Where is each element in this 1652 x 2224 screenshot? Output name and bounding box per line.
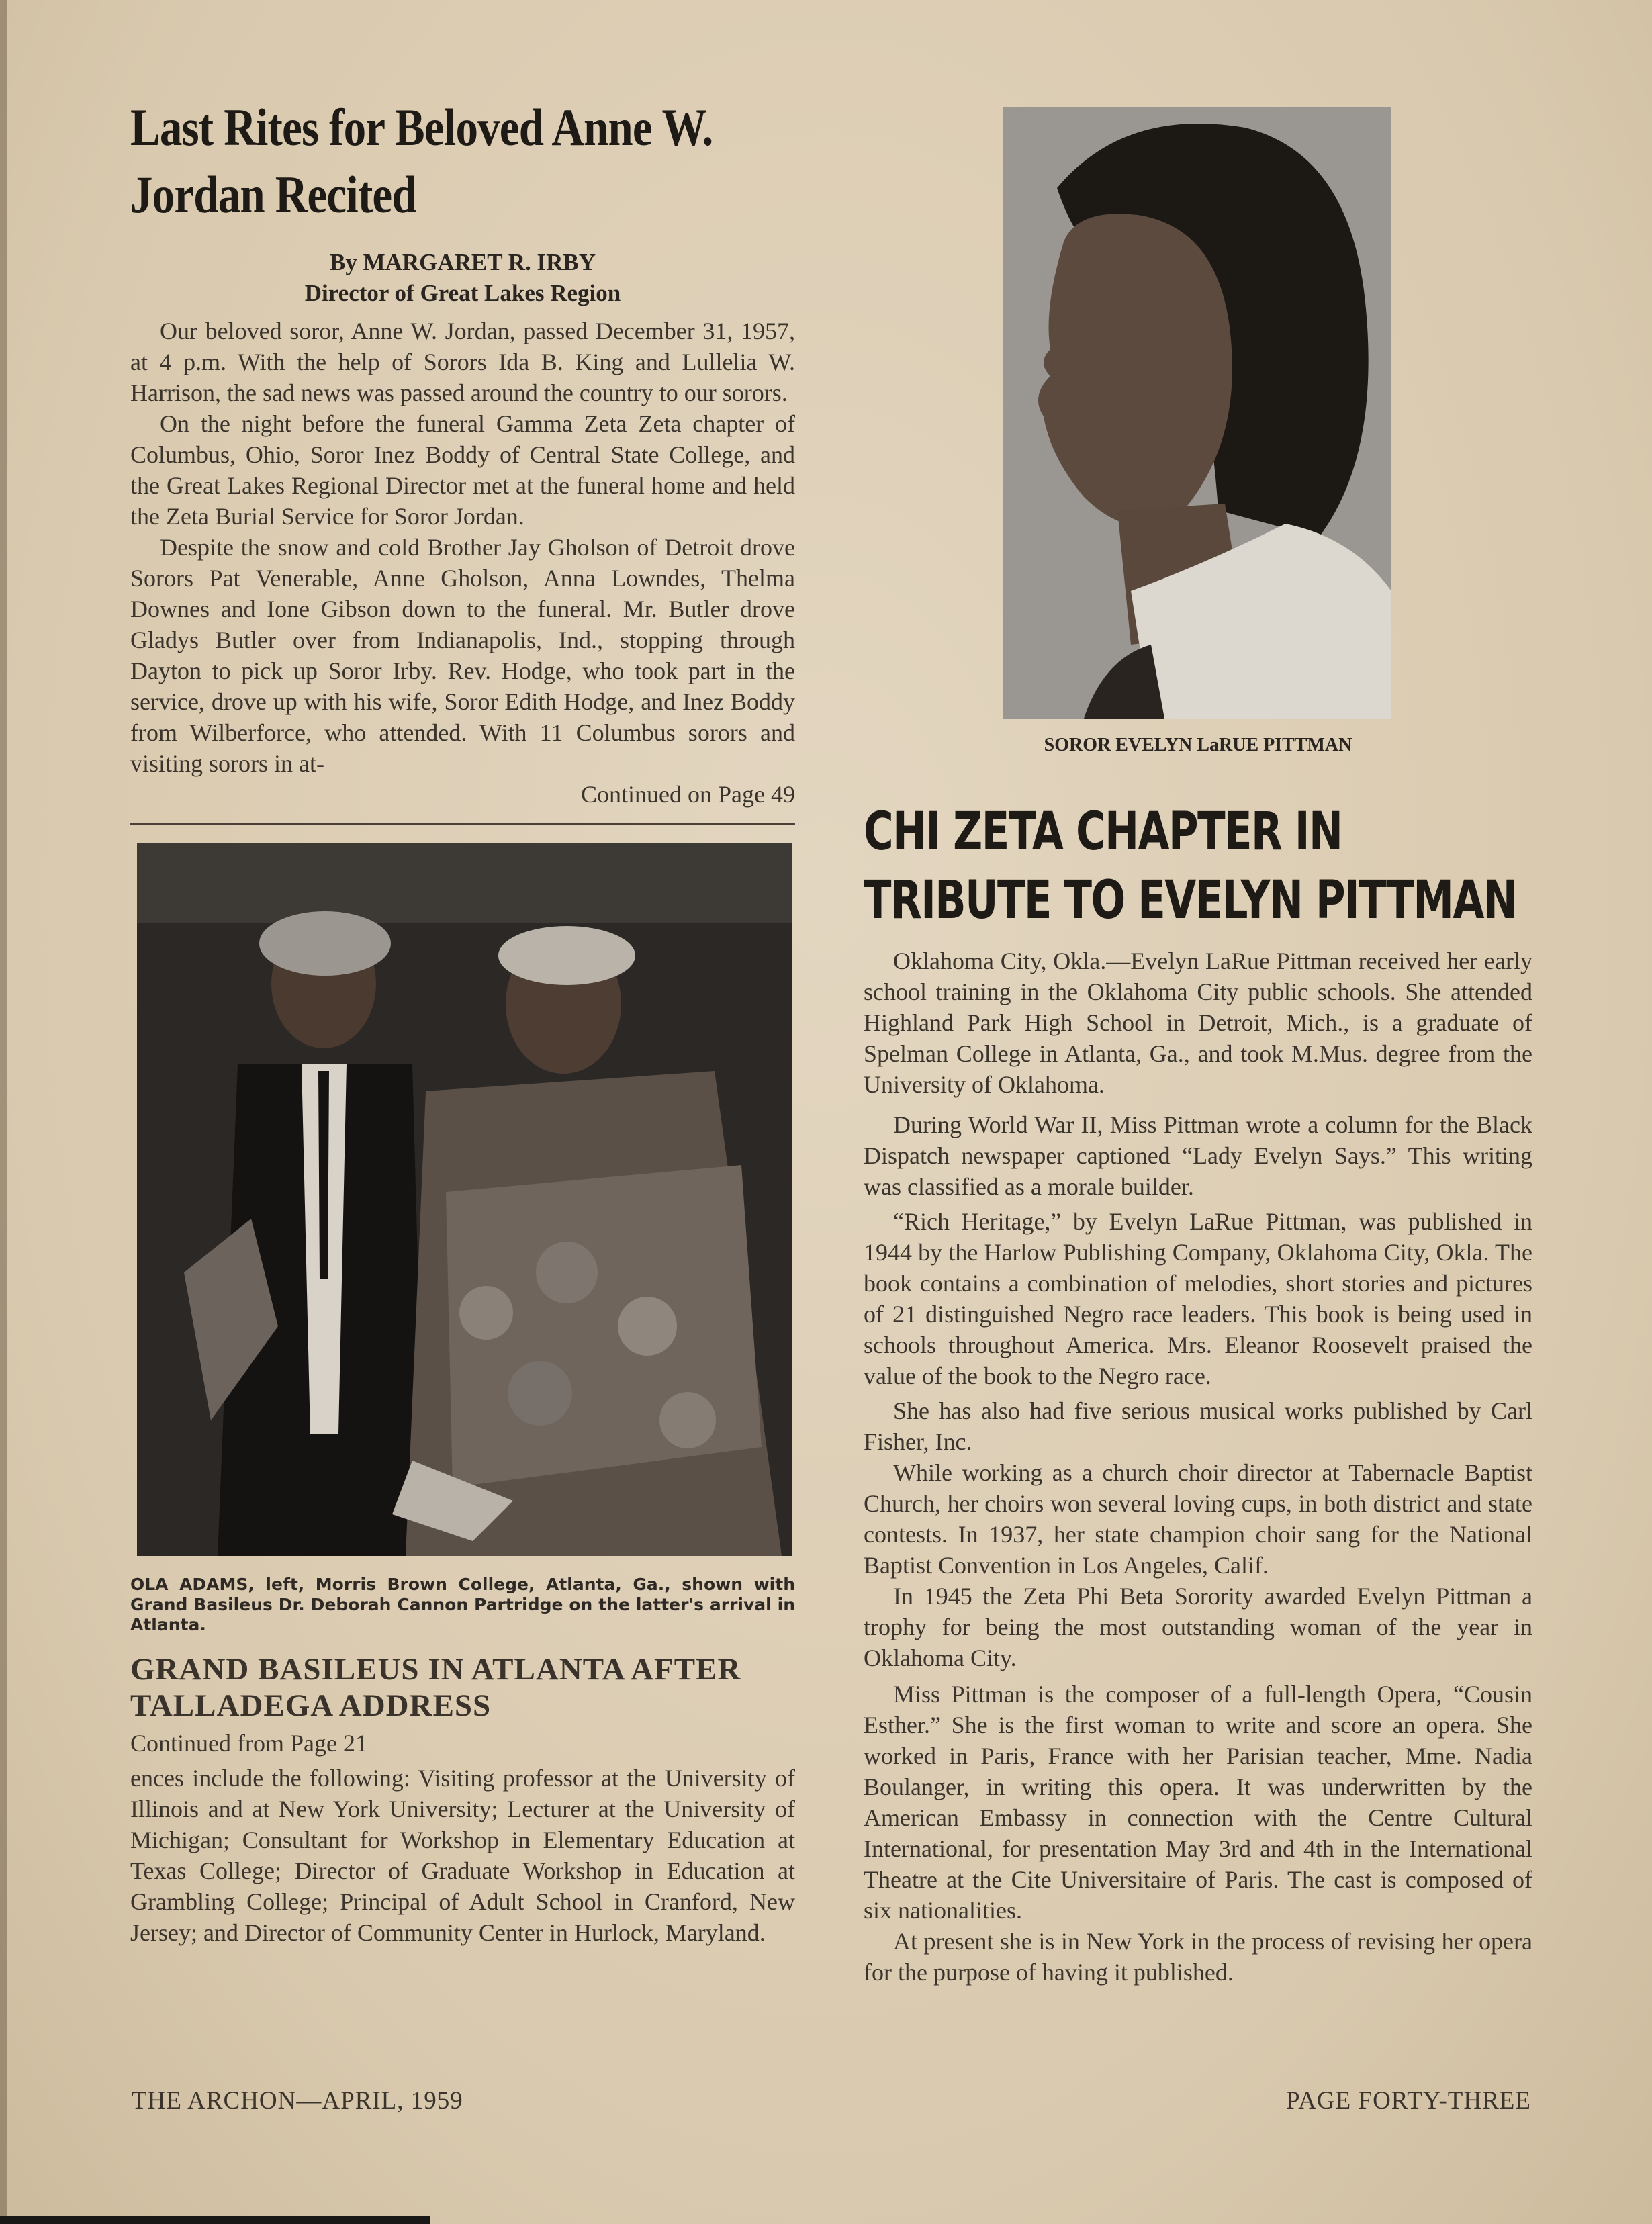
pittman-paragraph: Miss Pittman is the composer of a full-length Opera, “Cousin Esther.” She is the first woman to write and score an opera. She worked in Paris, France with her Parisian teacher, Mme. Nadia Boulanger, in writing this opera. It was underwritten by the American Embassy in connection with the Centre Cultural International, for presentation May 3rd and 4th in the International Theatre at the Cite Universitaire of Paris. The cast is composed of six nationalities. bbox=[864, 1681, 1532, 1924]
pittman-paragraph: While working as a church choir director at Tabernacle Baptist Church, her choirs won several loving cups, in both district and state contests. In 1937, her state champion choir sang for the National Baptist Convention in Los Angeles, Calif. bbox=[864, 1459, 1532, 1579]
byline-title: Director of Great Lakes Region bbox=[304, 280, 621, 306]
jordan-continued-note: Continued on Page 49 bbox=[581, 781, 795, 808]
adams-partridge-photo bbox=[137, 843, 792, 1556]
jordan-paragraph: Despite the snow and cold Brother Jay Gholson of Detroit drove Sorors Pat Venerable, Anne Gholson, Anna Lowndes, Thelma Downes and Ione Gibson down to the funeral. Mr. Butler drove Gladys Butler over from Indianapolis, Ind., stopping through Dayton to pick up Soror Irby. Rev. Hodge, who took part in the service, drove up with his wife, Soror Edith Hodge, and Inez Boddy from Wilberforce, who attended. With 11 Columbus sorors and visiting sorors in at- bbox=[130, 534, 795, 777]
footer-publication: THE ARCHON—APRIL, 1959 bbox=[132, 2087, 463, 2115]
pittman-paragraph: Oklahoma City, Okla.—Evelyn LaRue Pittman received her early school training in the Oklahoma City public schools. She attended Highland Park High School in Detroit, Mich., is a graduate of Spelman College in Atlanta, Ga., and took M.Mus. degree from the University of Oklahoma. bbox=[864, 947, 1532, 1098]
pittman-portrait-illustration bbox=[1003, 107, 1391, 719]
page-spine-shadow bbox=[0, 0, 7, 2224]
scan-edge-shadow bbox=[0, 2216, 430, 2224]
pittman-photo-wrapper bbox=[864, 107, 1532, 719]
jordan-paragraph: Our beloved soror, Anne W. Jordan, passed December 31, 1957, at 4 p.m. With the help of Sorors Ida B. King and Lullelia W. Harrison, the sad news was passed around the country to our sorors. bbox=[130, 318, 795, 406]
jordan-paragraph: On the night before the funeral Gamma Zeta Zeta chapter of Columbus, Ohio, Soror Inez Boddy of Central State College, and the Great Lakes Regional Director met at the funeral home and held the Zeta Burial Service for Soror Jordan. bbox=[130, 410, 795, 530]
jordan-headline: Last Rites for Beloved Anne W. Jordan Recited bbox=[130, 98, 713, 224]
pittman-article-body bbox=[864, 945, 1532, 1988]
grand-basileus-headline: GRAND BASILEUS IN ATLANTA AFTER TALLADEGA ADDRESS bbox=[130, 1652, 741, 1723]
jordan-article-body bbox=[130, 316, 795, 779]
grand-basileus-continued-from: Continued from Page 21 bbox=[130, 1730, 367, 1757]
byline-author: By MARGARET R. IRBY bbox=[329, 249, 596, 275]
pittman-photo-caption: SOROR EVELYN LaRUE PITTMAN bbox=[1044, 735, 1352, 755]
left-column bbox=[130, 94, 795, 1948]
adams-photo-caption: OLA ADAMS, left, Morris Brown College, Atlanta, Ga., shown with Grand Basileus Dr. Deborah Cannon Partridge on the latter's arrival in Atlanta. bbox=[130, 1575, 795, 1634]
pittman-paragraph: “Rich Heritage,” by Evelyn LaRue Pittman, was published in 1944 by the Harlow Publishing Company, Oklahoma City, Okla. The book contains a combination of melodies, short stories and pictures of 21 distinguished Negro race leaders. This book is being used in schools throughout America. Mrs. Eleanor Roosevelt praised the value of the book to the Negro race. bbox=[864, 1208, 1532, 1389]
adams-partridge-photo-illustration bbox=[137, 843, 792, 1556]
chi-zeta-headline: CHI ZETA CHAPTER IN TRIBUTE TO EVELYN PITTMAN bbox=[864, 802, 1517, 931]
footer-page-number: PAGE FORTY-THREE bbox=[1286, 2087, 1531, 2115]
right-column bbox=[864, 107, 1532, 1988]
section-divider bbox=[130, 823, 795, 825]
grand-basileus-body: ences include the following: Visiting professor at the University of Illinois and at New York University; Lecturer at the University of Michigan; Consultant for Workshop in Elementary Education at Texas College; Director of Graduate Workshop in Education at Grambling College; Principal of Adult School in Cranford, New Jersey; and Director of Community Center in Hurlock, Maryland. bbox=[130, 1765, 795, 1946]
pittman-portrait-photo bbox=[1003, 107, 1391, 719]
pittman-paragraph: In 1945 the Zeta Phi Beta Sorority awarded Evelyn Pittman a trophy for being the most outstanding woman of the year in Oklahoma City. bbox=[864, 1583, 1532, 1671]
pittman-paragraph: She has also had five serious musical works published by Carl Fisher, Inc. bbox=[864, 1397, 1532, 1455]
pittman-paragraph: During World War II, Miss Pittman wrote a column for the Black Dispatch newspaper captioned “Lady Evelyn Says.” This writing was classified as a morale builder. bbox=[864, 1111, 1532, 1200]
pittman-paragraph: At present she is in New York in the process of revising her opera for the purpose of having it published. bbox=[864, 1928, 1532, 1986]
